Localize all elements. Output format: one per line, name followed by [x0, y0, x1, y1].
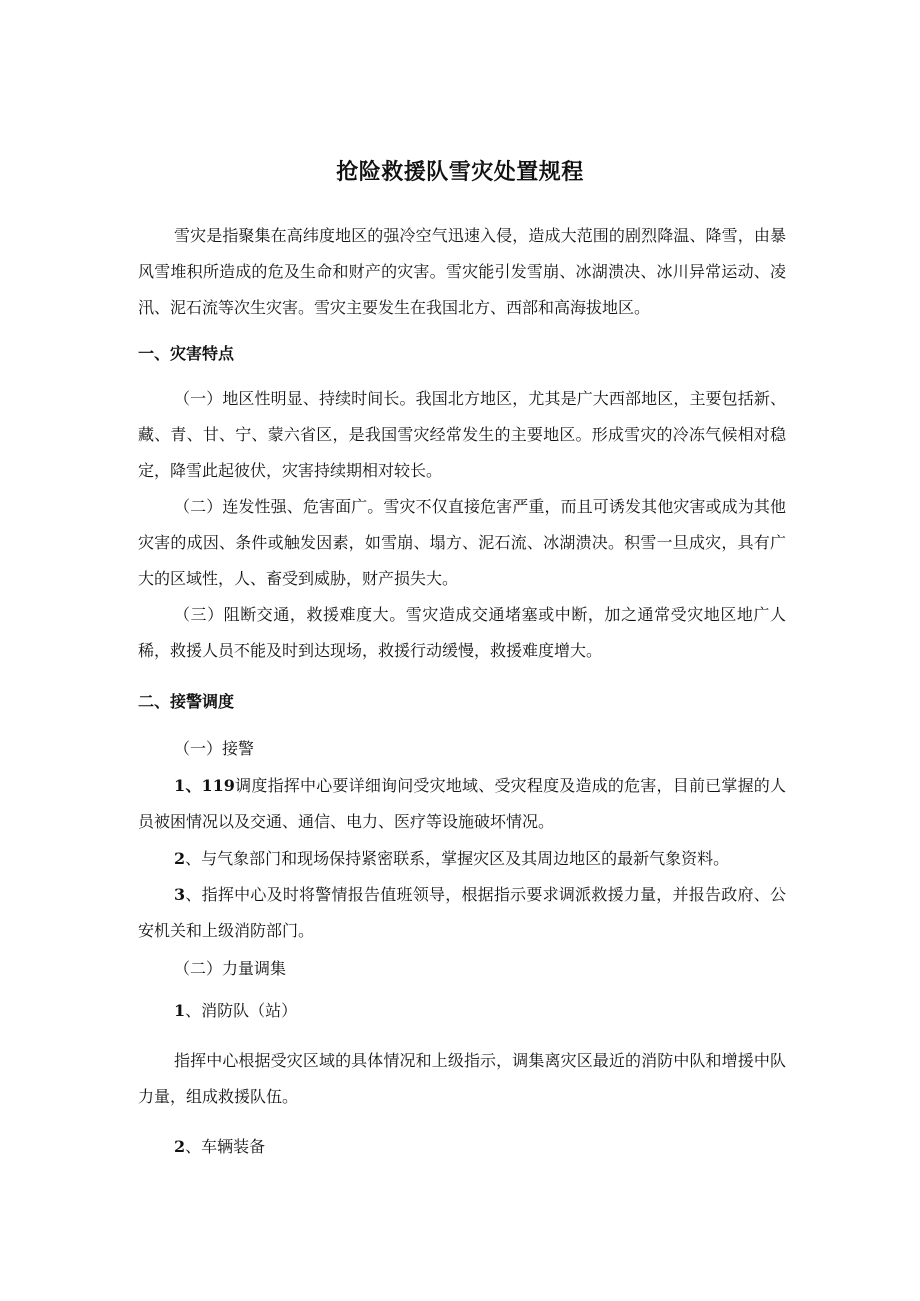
item-number: 1	[174, 1001, 186, 1020]
section-heading-hazard-features: 一、灾害特点	[138, 344, 235, 363]
item-number: 3	[174, 885, 186, 904]
item-text: 、与气象部门和现场保持紧密联系，掌握灾区及其周边地区的最新气象资料。	[185, 849, 730, 868]
hazard-feature-3: （三）阻断交通，救援难度大。雪灾造成交通堵塞或中断，加之通常受灾地区地广人稀，救援人员不能及时到达现场，救援行动缓慢，救援难度增大。	[138, 605, 786, 660]
dispatch-item-1	[138, 768, 786, 840]
item-text: 、消防队（站）	[185, 1001, 298, 1020]
item-number: 1、119	[174, 776, 235, 795]
dispatch-item-3	[138, 877, 786, 949]
item-number: 2	[174, 849, 186, 868]
dispatch-item-fire-station	[174, 993, 297, 1029]
item-number: 2	[174, 1137, 186, 1156]
subheading-alarm: （一）接警	[174, 739, 255, 758]
document-title: 抢险救援队雪灾处置规程	[336, 160, 584, 185]
item-text: 、指挥中心及时将警情报告值班领导，根据指示要求调派救援力量，并报告政府、公安机关和上级消防部门。	[138, 885, 786, 940]
item-text: 、车辆装备	[185, 1137, 266, 1156]
hazard-feature-1: （一）地区性明显、持续时间长。我国北方地区，尤其是广大西部地区，主要包括新、藏、青、甘、宁、蒙六省区，是我国雪灾经常发生的主要地区。形成雪灾的冷冻气候相对稳定，降雪此起彼伏，灾害持续期相对较长。	[138, 389, 786, 480]
item-text: 调度指挥中心要详细询问受灾地域、受灾程度及造成的危害，目前已掌握的人员被困情况以及交通、通信、电力、医疗等设施破坏情况。	[138, 776, 786, 831]
subheading-force-mobilization: （二）力量调集	[174, 959, 287, 978]
hazard-feature-2: （二）连发性强、危害面广。雪灾不仅直接危害严重，而且可诱发其他灾害或成为其他灾害的成因、条件或触发因素，如雪崩、塌方、泥石流、冰湖溃决。积雪一旦成灾，具有广大的区域性，人、畜受到威胁，财产损失大。	[138, 497, 786, 588]
dispatch-item-vehicles	[174, 1129, 265, 1165]
section-heading-dispatch: 二、接警调度	[138, 692, 235, 711]
dispatch-item-2	[138, 841, 786, 877]
intro-paragraph: 雪灾是指聚集在高纬度地区的强冷空气迅速入侵，造成大范围的剧烈降温、降雪，由暴风雪堆积所造成的危及生命和财产的灾害。雪灾能引发雪崩、冰湖溃决、冰川异常运动、凌汛、泥石流等次生灾害。雪灾主要发生在我国北方、西部和高海拔地区。	[138, 226, 786, 317]
fire-station-paragraph: 指挥中心根据受灾区域的具体情况和上级指示，调集离灾区最近的消防中队和增援中队力量，组成救援队伍。	[138, 1051, 786, 1106]
